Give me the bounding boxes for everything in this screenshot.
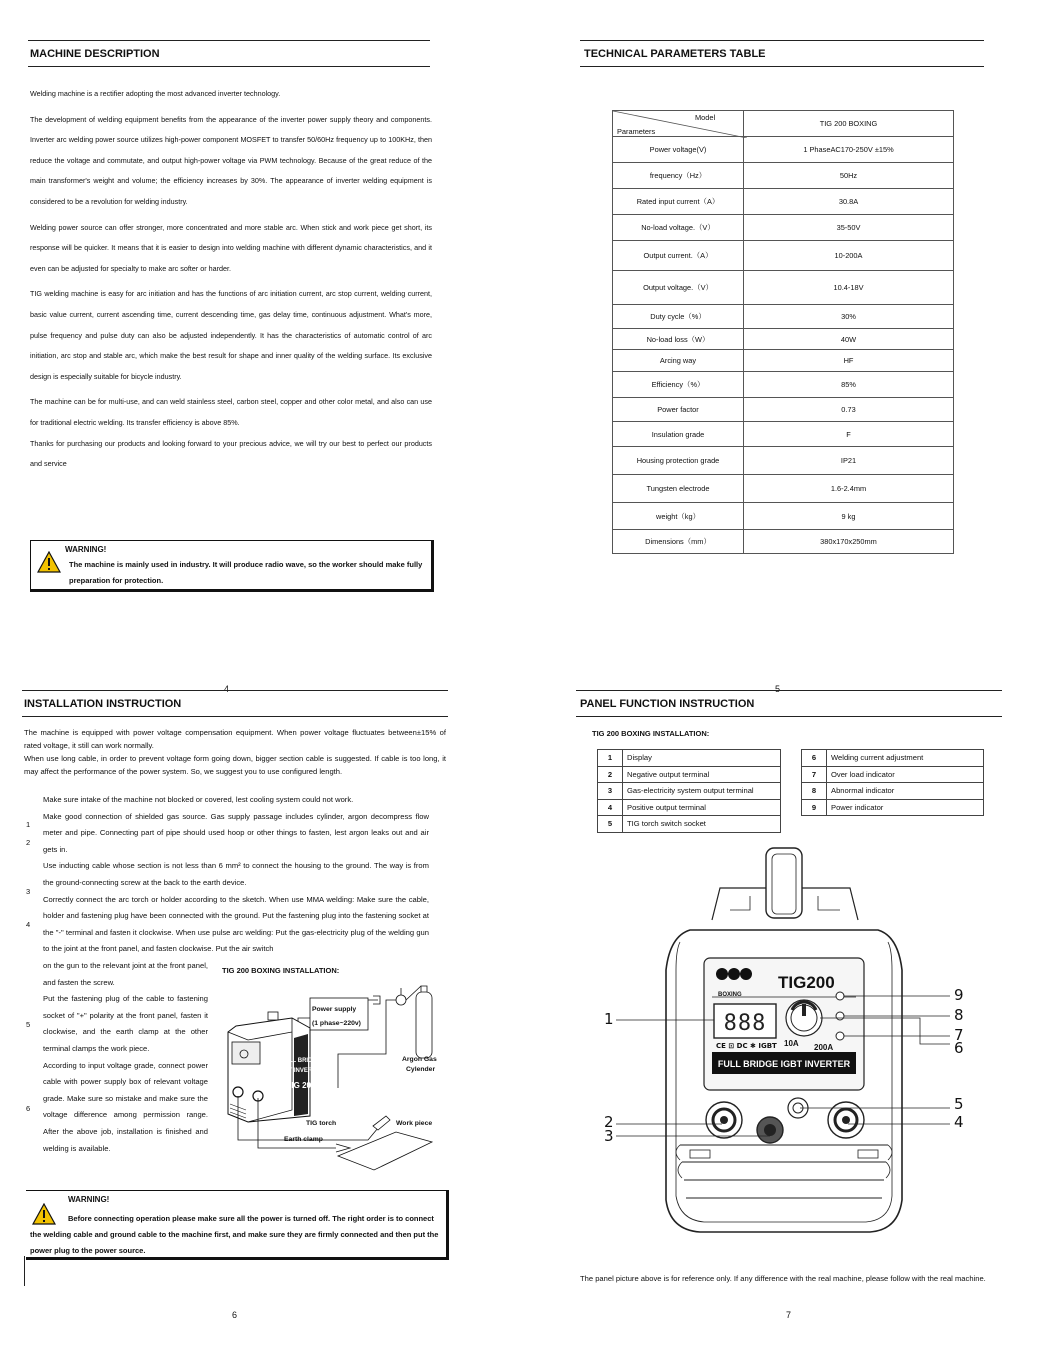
value-cell: 40W	[744, 329, 954, 350]
installation-steps-continued	[43, 958, 208, 1157]
table-header-row	[613, 111, 954, 137]
item-label: Over load indicator	[827, 766, 984, 783]
table-row	[613, 475, 954, 503]
param-cell: Power voltage(V)	[613, 137, 744, 163]
value-cell: 30.8A	[744, 189, 954, 215]
item-number: 9	[802, 799, 827, 816]
paragraph: Welding power source can offer stronger, more concentrated and more stable arc. When stick and work piece get short, its response will be quicker. It means that it is easier to design into welding machine with different dynamic characteristics, and it even can be adjusted for specialty to make arc softer or harder.	[30, 222, 432, 273]
section-title-machine-description: MACHINE DESCRIPTION	[30, 48, 160, 60]
value-cell: 30%	[744, 305, 954, 329]
param-cell: Arcing way	[613, 350, 744, 372]
table-row	[613, 305, 954, 329]
work-piece-label: Work piece	[396, 1120, 433, 1127]
table-row	[613, 329, 954, 350]
param-cell: Output voltage.（V）	[613, 271, 744, 305]
page-number: 5	[775, 684, 781, 694]
diagram-title: TIG 200 BOXING INSTALLATION:	[222, 966, 340, 975]
display-digits: 888	[723, 1011, 767, 1036]
item-number: 8	[802, 783, 827, 800]
header-model: Model	[695, 113, 716, 122]
table-row	[613, 398, 954, 422]
callout-6: 6	[954, 1039, 964, 1057]
list-item	[802, 799, 984, 816]
step-text: on the gun to the relevant joint at the front panel, and fasten the screw.	[43, 961, 208, 987]
value-cell: F	[744, 422, 954, 447]
top-rule	[580, 40, 984, 41]
param-cell: No-load loss（W）	[613, 329, 744, 350]
paragraph: The machine can be for multi-use, and can weld stainless steel, carbon steel, copper and other color metal, and also can use for traditional electric welding. Its transfer efficiency is above 85%.	[30, 397, 432, 427]
list-item	[598, 750, 781, 767]
item-number: 1	[598, 750, 623, 767]
value-cell: 35-50V	[744, 215, 954, 241]
list-item	[598, 799, 781, 816]
step-text: Make good connection of shielded gas source. Gas supply passage includes cylinder, argon decompress flow meter and pipe. Connecting part of pipe should used hoop or other things to fasten, lest argon leaks out and air gets in.	[43, 811, 429, 854]
table-row	[613, 241, 954, 271]
step-text: Use inducting cable whose section is not less than 6 mm² to connect the housing to the ground. The way is from the ground-connecting screw at the back to the earth device.	[43, 861, 429, 887]
paragraph: Welding machine is a rectifier adopting the most advanced inverter technology.	[30, 89, 281, 98]
param-cell: Tungsten electrode	[613, 475, 744, 503]
table-row	[613, 215, 954, 241]
page-number: 6	[232, 1310, 238, 1320]
step-number: 1	[26, 820, 31, 829]
page-number: 4	[224, 684, 230, 694]
title-rule	[576, 716, 1002, 717]
banner-text: FULL BRIDGE IGBT INVERTER	[717, 1059, 851, 1069]
value-cell: 10-200A	[744, 241, 954, 271]
step-text: Correctly connect the arc torch or holder according to the sketch. When use MMA welding: Make sure the cable, holder and fastening plug have been connected with the ground. Put the fastening plug into the fastening socket at the "-" terminal and fasten it clockwise. When use pulse arc welding: Put the gas-electricity plug of the welding gun to the joint at the front panel, and fasten clockwise. Put the air switch	[43, 894, 429, 954]
table-row	[613, 163, 954, 189]
section-title-panel-function: PANEL FUNCTION INSTRUCTION	[580, 698, 755, 710]
warning-icon	[37, 551, 61, 573]
paragraph: TIG welding machine is easy for arc initiation and has the functions of arc initiation current, arc stop current, welding current, basic value current, current ascending time, current descending time, gas delay time, continuous adjustment. What's more, pulse frequency and pulse duty can also be adjusted independently. It has the characteristics of automatic control of arc initiation, arc stop and stable arc, which make the best result for shape and inner quality of the welding surface. Its exclusive design is especially suitable for bicycle industry.	[30, 289, 432, 381]
param-cell: Housing protection grade	[613, 447, 744, 475]
table-row	[613, 447, 954, 475]
panel-note: The panel picture above is for reference only. If any difference with the real machine, please follow with the real machine.	[580, 1274, 986, 1283]
warning-text: Before connecting operation please make sure all the power is turned off. The right order is to connect the welding cable and ground cable to the machine first, and make sure they are firmly connected and then put the power plug to the power source.	[30, 1214, 439, 1255]
min-label: 10A	[784, 1039, 799, 1048]
list-item	[598, 766, 781, 783]
param-cell: Dimensions（mm）	[613, 530, 744, 554]
value-cell: 380x170x250mm	[744, 530, 954, 554]
value-cell: 9 kg	[744, 503, 954, 530]
item-label: Gas-electricity system output terminal	[623, 783, 781, 800]
table-row	[613, 271, 954, 305]
brand-name: TIG200	[778, 973, 835, 992]
title-rule	[28, 66, 430, 67]
step-text: According to input voltage grade, connect power cable with power supply box of relevant voltage grade. Make sure so mistake and make sure the voltage difference among permission range. After the above job, installation is finished and welding is available.	[43, 1060, 208, 1153]
warning-box	[26, 1190, 449, 1260]
table-row	[613, 350, 954, 372]
value-cell: IP21	[744, 447, 954, 475]
param-cell: Rated input current（A）	[613, 189, 744, 215]
param-cell: Duty cycle（%）	[613, 305, 744, 329]
list-item	[598, 816, 781, 833]
panel-subtitle: TIG 200 BOXING INSTALLATION:	[592, 729, 710, 738]
step-number: 4	[26, 920, 31, 929]
value-cell: 0.73	[744, 398, 954, 422]
title-rule	[580, 66, 984, 67]
technical-parameters-table	[612, 110, 954, 554]
header-parameters: Parameters	[617, 127, 656, 136]
callout-3: 3	[604, 1127, 614, 1145]
callout-9: 9	[954, 986, 964, 1004]
param-cell: weight（kg）	[613, 503, 744, 530]
value-cell: 85%	[744, 372, 954, 398]
callout-7: 7	[954, 1026, 964, 1044]
callout-1: 1	[604, 1010, 614, 1028]
top-rule	[28, 40, 430, 41]
item-label: Power indicator	[827, 799, 984, 816]
callout-2: 2	[604, 1113, 614, 1131]
item-label: Abnormal indicator	[827, 783, 984, 800]
warning-box	[30, 540, 434, 592]
value-cell: 1.6-2.4mm	[744, 475, 954, 503]
step-text: Put the fastening plug of the cable to fastening socket of "+" polarity at the front panel, fasten it clockwise, and the earth clamp at the other terminal clamps the work piece.	[43, 994, 208, 1053]
item-label: TIG torch switch socket	[623, 816, 781, 833]
item-number: 5	[598, 816, 623, 833]
panel-function-list-left	[597, 749, 781, 833]
brand-sub: BOXING	[718, 992, 742, 998]
phase-label: (1 phase~220v)	[312, 1020, 361, 1027]
item-label: Positive output terminal	[623, 799, 781, 816]
table-row	[613, 137, 954, 163]
item-number: 3	[598, 783, 623, 800]
list-item	[802, 783, 984, 800]
table-row	[613, 422, 954, 447]
machine-front-illustration	[600, 840, 1000, 1240]
callout-4: 4	[954, 1113, 964, 1131]
machine-description-text	[30, 84, 432, 475]
value-cell: HF	[744, 350, 954, 372]
step-number: 6	[26, 1104, 31, 1113]
callout-5: 5	[954, 1095, 964, 1113]
margin-rule	[24, 1256, 25, 1286]
step-number: 3	[26, 887, 31, 896]
panel-function-list-right	[801, 749, 984, 816]
machine-line: FULL BRIDGE	[280, 1058, 322, 1064]
title-rule	[22, 716, 448, 717]
machine-brand: TIG 200	[286, 1081, 316, 1090]
certification-marks: CE ⊡ DC ✱ IGBT	[716, 1042, 777, 1050]
callout-8: 8	[954, 1006, 964, 1024]
item-label: Welding current adjustment	[827, 750, 984, 767]
list-item	[802, 750, 984, 767]
step-text: Make sure intake of the machine not blocked or covered, lest cooling system could not work.	[43, 795, 354, 804]
section-title-technical-parameters: TECHNICAL PARAMETERS TABLE	[584, 48, 766, 60]
item-number: 6	[802, 750, 827, 767]
warning-text: The machine is mainly used in industry. It will produce radio wave, so the worker should make fully preparation for protection.	[69, 560, 423, 585]
param-cell: frequency（Hz）	[613, 163, 744, 189]
step-number: 5	[26, 1020, 31, 1029]
machine-line: IGBT INVERTER	[277, 1068, 325, 1074]
param-cell: Output current.（A）	[613, 241, 744, 271]
value-cell: 50Hz	[744, 163, 954, 189]
param-cell: Efficiency（%）	[613, 372, 744, 398]
paragraph: When use long cable, in order to prevent voltage form going down, bigger section cable is suggested. If cable is too long, it may affect the performance of the power system. So, we suggest you to use configured length.	[24, 754, 446, 776]
section-title-installation: INSTALLATION INSTRUCTION	[24, 698, 182, 710]
item-number: 4	[598, 799, 623, 816]
installation-intro	[24, 726, 446, 778]
paragraph: The machine is equipped with power voltage compensation equipment. When power voltage fluctuates between±15% of rated voltage, it still can work normally.	[24, 728, 446, 750]
param-cell: No-load voltage.（V）	[613, 215, 744, 241]
max-label: 200A	[814, 1043, 834, 1052]
step-number: 2	[26, 838, 31, 847]
top-rule	[576, 690, 1002, 691]
list-item	[598, 783, 781, 800]
top-rule	[22, 690, 448, 691]
param-cell: Power factor	[613, 398, 744, 422]
cylinder-label: Cylender	[406, 1066, 436, 1073]
item-label: Display	[623, 750, 781, 767]
earth-clamp-label: Earth clamp	[284, 1136, 323, 1143]
header-cell	[613, 111, 744, 137]
paragraph: The development of welding equipment benefits from the appearance of the inverter power supply theory and components. Inverter arc welding power source utilizes high-power component MOSFET to transfer 50/60Hz frequency up to 100KHz, then reduce the voltage and commutate, and output high-power voltage via PWM technology. Because of the great reduce of the main transformer's weight and volume; the efficiency increases by 30%. The appearance of inverter welding equipment is considered to be a revolution for welding industry.	[30, 114, 432, 206]
warning-title: WARNING!	[65, 545, 107, 554]
value-cell: 1 PhaseAC170-250V ±15%	[744, 137, 954, 163]
table-row	[613, 189, 954, 215]
table-row	[613, 372, 954, 398]
value-cell: 10.4-18V	[744, 271, 954, 305]
argon-label: Argon Gas	[402, 1056, 437, 1063]
param-cell: Insulation grade	[613, 422, 744, 447]
table-row	[613, 503, 954, 530]
power-supply-label: Power supply	[312, 1006, 357, 1013]
item-number: 2	[598, 766, 623, 783]
item-number: 7	[802, 766, 827, 783]
paragraph: Thanks for purchasing our products and looking forward to your precious advice, we will try our best to perfect our products and service	[30, 438, 432, 469]
item-label: Negative output terminal	[623, 766, 781, 783]
list-item	[802, 766, 984, 783]
installation-steps	[43, 792, 429, 958]
warning-title: WARNING!	[68, 1195, 110, 1204]
tig-torch-label: TIG torch	[306, 1120, 337, 1127]
model-name: TIG 200 BOXING	[744, 111, 954, 137]
table-row	[613, 530, 954, 554]
page-number: 7	[786, 1310, 792, 1320]
